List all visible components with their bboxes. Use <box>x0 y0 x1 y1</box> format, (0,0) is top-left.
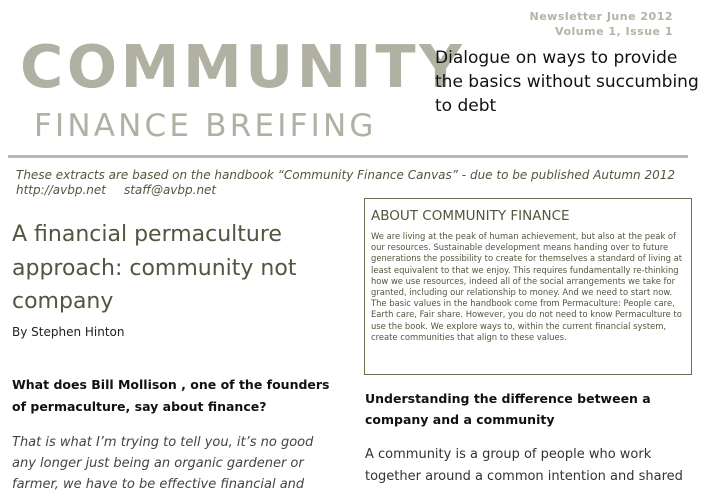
article-question: What does Bill Mollison , one of the founders of permaculture, say about finance? <box>12 377 330 414</box>
volume-issue: Volume 1, Issue 1 <box>555 25 673 38</box>
about-box-body: We are living at the peak of human achievement, but also at the peak of our resources. Sustainable development means handing over to future generations the possibility to create for themselves a standard of living at least equivalent to that we enjoy. This requires fundamentally re-thinking how we use resources, indeed all of the social arrangements we take for granted, including our relationship to money. And we need to start now. The basic values in the handbook come from Permaculture: People care, Earth care, Fair share. However, you do not need to know Permaculture to use the book. We explore ways to, within the current financial system, create communities that align to these values. <box>371 231 683 342</box>
newsletter-date: Newsletter June 2012 <box>529 10 673 23</box>
header-divider <box>8 155 688 158</box>
about-community-finance-box <box>364 198 692 375</box>
intro-text: These extracts are based on the handbook “Community Finance Canvas” - due to be published Autumn 2012 <box>16 168 675 182</box>
intro-note <box>16 168 696 198</box>
masthead-tagline: Dialogue on ways to provide the basics without succumbing to debt <box>435 48 699 116</box>
intro-email[interactable]: staff@avbp.net <box>123 183 217 197</box>
right-column-paragraph: A community is a group of people who work together around a common intention and shared <box>365 447 683 484</box>
intro-contact <box>16 183 696 198</box>
intro-url[interactable]: http://avbp.net <box>16 183 106 197</box>
article-byline: By Stephen Hinton <box>12 325 125 339</box>
masthead-subtitle: FINANCE BREIFING <box>34 108 377 144</box>
right-column-subhead: Understanding the difference between a company and a community <box>365 391 651 427</box>
article-quote: That is what I’m trying to tell you, it’s no good any longer just being an organic gardener or farmer, we have to be effective financial and <box>12 435 314 492</box>
masthead-title: COMMUNITY <box>20 32 466 101</box>
about-box-title: ABOUT COMMUNITY FINANCE <box>371 208 570 224</box>
article-title: A financial permaculture approach: community not company <box>12 222 297 314</box>
